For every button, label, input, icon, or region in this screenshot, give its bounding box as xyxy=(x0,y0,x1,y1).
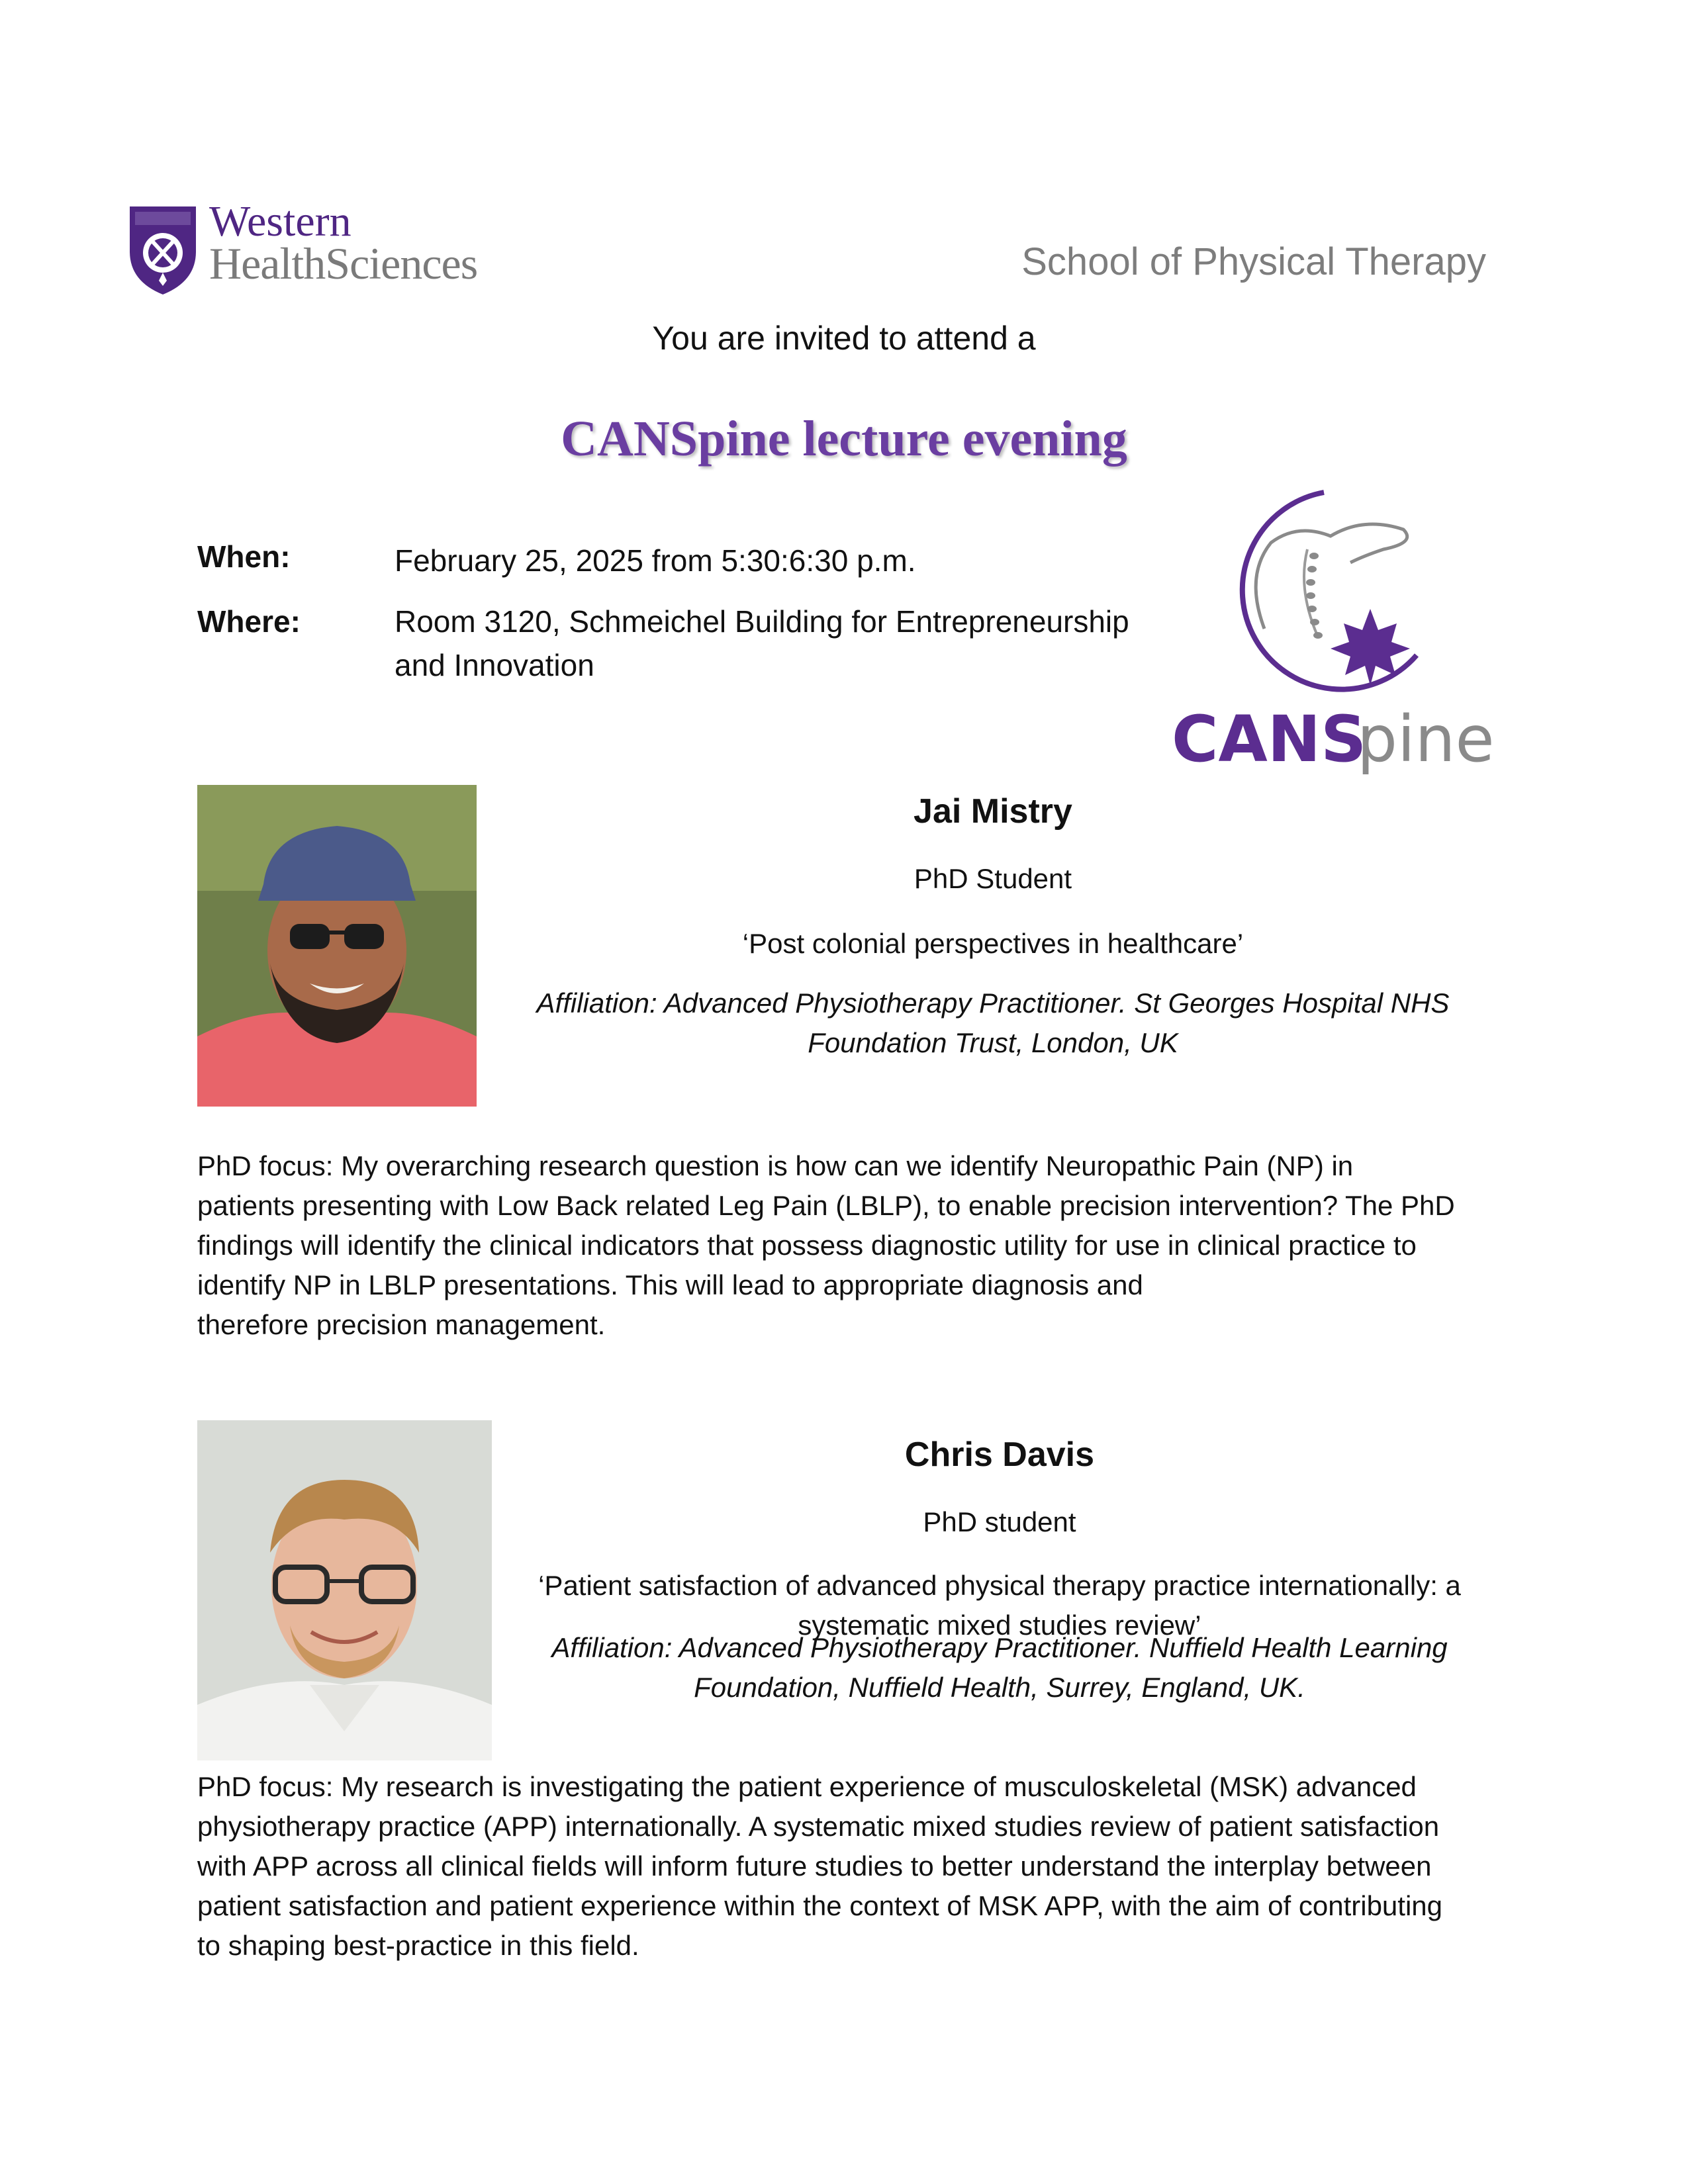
logo-western-text: Western xyxy=(209,197,352,246)
speaker-name: Jai Mistry xyxy=(914,792,1072,831)
focus-line: findings will identify the clinical indicators that possess diagnostic utility for use in clinical practice to xyxy=(197,1230,1417,1261)
where-value xyxy=(395,600,1156,687)
speaker-phd-focus xyxy=(197,1146,1488,1345)
logo-health-sciences-text: HealthSciences xyxy=(209,238,478,289)
canspine-spine-icon xyxy=(1165,477,1536,788)
speaker-affiliation xyxy=(516,983,1470,1063)
talk-title-line: ‘Patient satisfaction of advanced physical therapy practice internationally: a xyxy=(538,1570,1461,1601)
focus-line: to shaping best-practice in this field. xyxy=(197,1930,639,1961)
invite-text: You are invited to attend a xyxy=(652,320,1036,357)
affiliation-line: Affiliation: Advanced Physiotherapy Practitioner. St Georges Hospital NHS xyxy=(536,987,1450,1019)
speaker-role: PhD student xyxy=(923,1506,1076,1537)
focus-line: therefore precision management. xyxy=(197,1309,606,1340)
focus-line: patients presenting with Low Back related Leg Pain (LBLP), to enable precision intervention? The PhD xyxy=(197,1190,1455,1221)
canspine-logo-light-text: pine xyxy=(1357,702,1495,776)
affiliation-line: Foundation, Nuffield Health, Surrey, England, UK. xyxy=(694,1672,1305,1703)
speaker-affiliation xyxy=(516,1628,1483,1707)
when-label: When: xyxy=(197,539,291,574)
speaker-phd-focus xyxy=(197,1767,1495,1966)
when-value: February 25, 2025 from 5:30:6:30 p.m. xyxy=(395,543,916,578)
canspine-logo-bold-text: CANS xyxy=(1172,702,1367,776)
focus-line: PhD focus: My overarching research question is how can we identify Neuropathic Pain (NP) in xyxy=(197,1150,1354,1181)
western-shield-icon xyxy=(123,199,203,298)
speaker-name: Chris Davis xyxy=(904,1435,1095,1474)
speaker-photo-chris-davis xyxy=(197,1420,492,1760)
talk-title-line: systematic mixed studies review’ xyxy=(798,1610,1201,1641)
speaker-role: PhD Student xyxy=(914,863,1072,894)
focus-line: PhD focus: My research is investigating the patient experience of musculoskeletal (MSK) advanced xyxy=(197,1771,1417,1802)
canspine-logo xyxy=(1165,477,1536,788)
affiliation-line: Foundation Trust, London, UK xyxy=(808,1027,1178,1058)
speaker-talk-title: ‘Post colonial perspectives in healthcare’ xyxy=(742,928,1244,959)
affiliation-line: Affiliation: Advanced Physiotherapy Practitioner. Nuffield Health Learning xyxy=(551,1632,1448,1663)
where-value-line: Room 3120, Schmeichel Building for Entrepreneurship xyxy=(395,604,1129,639)
where-value-line: and Innovation xyxy=(395,648,594,682)
where-label: Where: xyxy=(197,604,301,639)
focus-line: physiotherapy practice (APP) internationally. A systematic mixed studies review of patient satisfaction xyxy=(197,1811,1440,1842)
western-health-sciences-logo xyxy=(123,199,567,298)
focus-line: identify NP in LBLP presentations. This will lead to appropriate diagnosis and xyxy=(197,1269,1143,1300)
event-title: CANSpine lecture evening xyxy=(561,411,1127,467)
school-name: School of Physical Therapy xyxy=(1021,240,1486,283)
focus-line: patient satisfaction and patient experience within the context of MSK APP, with the aim of contributing xyxy=(197,1890,1442,1921)
focus-line: with APP across all clinical fields will inform future studies to better understand the interplay between xyxy=(197,1850,1432,1882)
speaker-photo-jai-mistry xyxy=(197,785,477,1107)
